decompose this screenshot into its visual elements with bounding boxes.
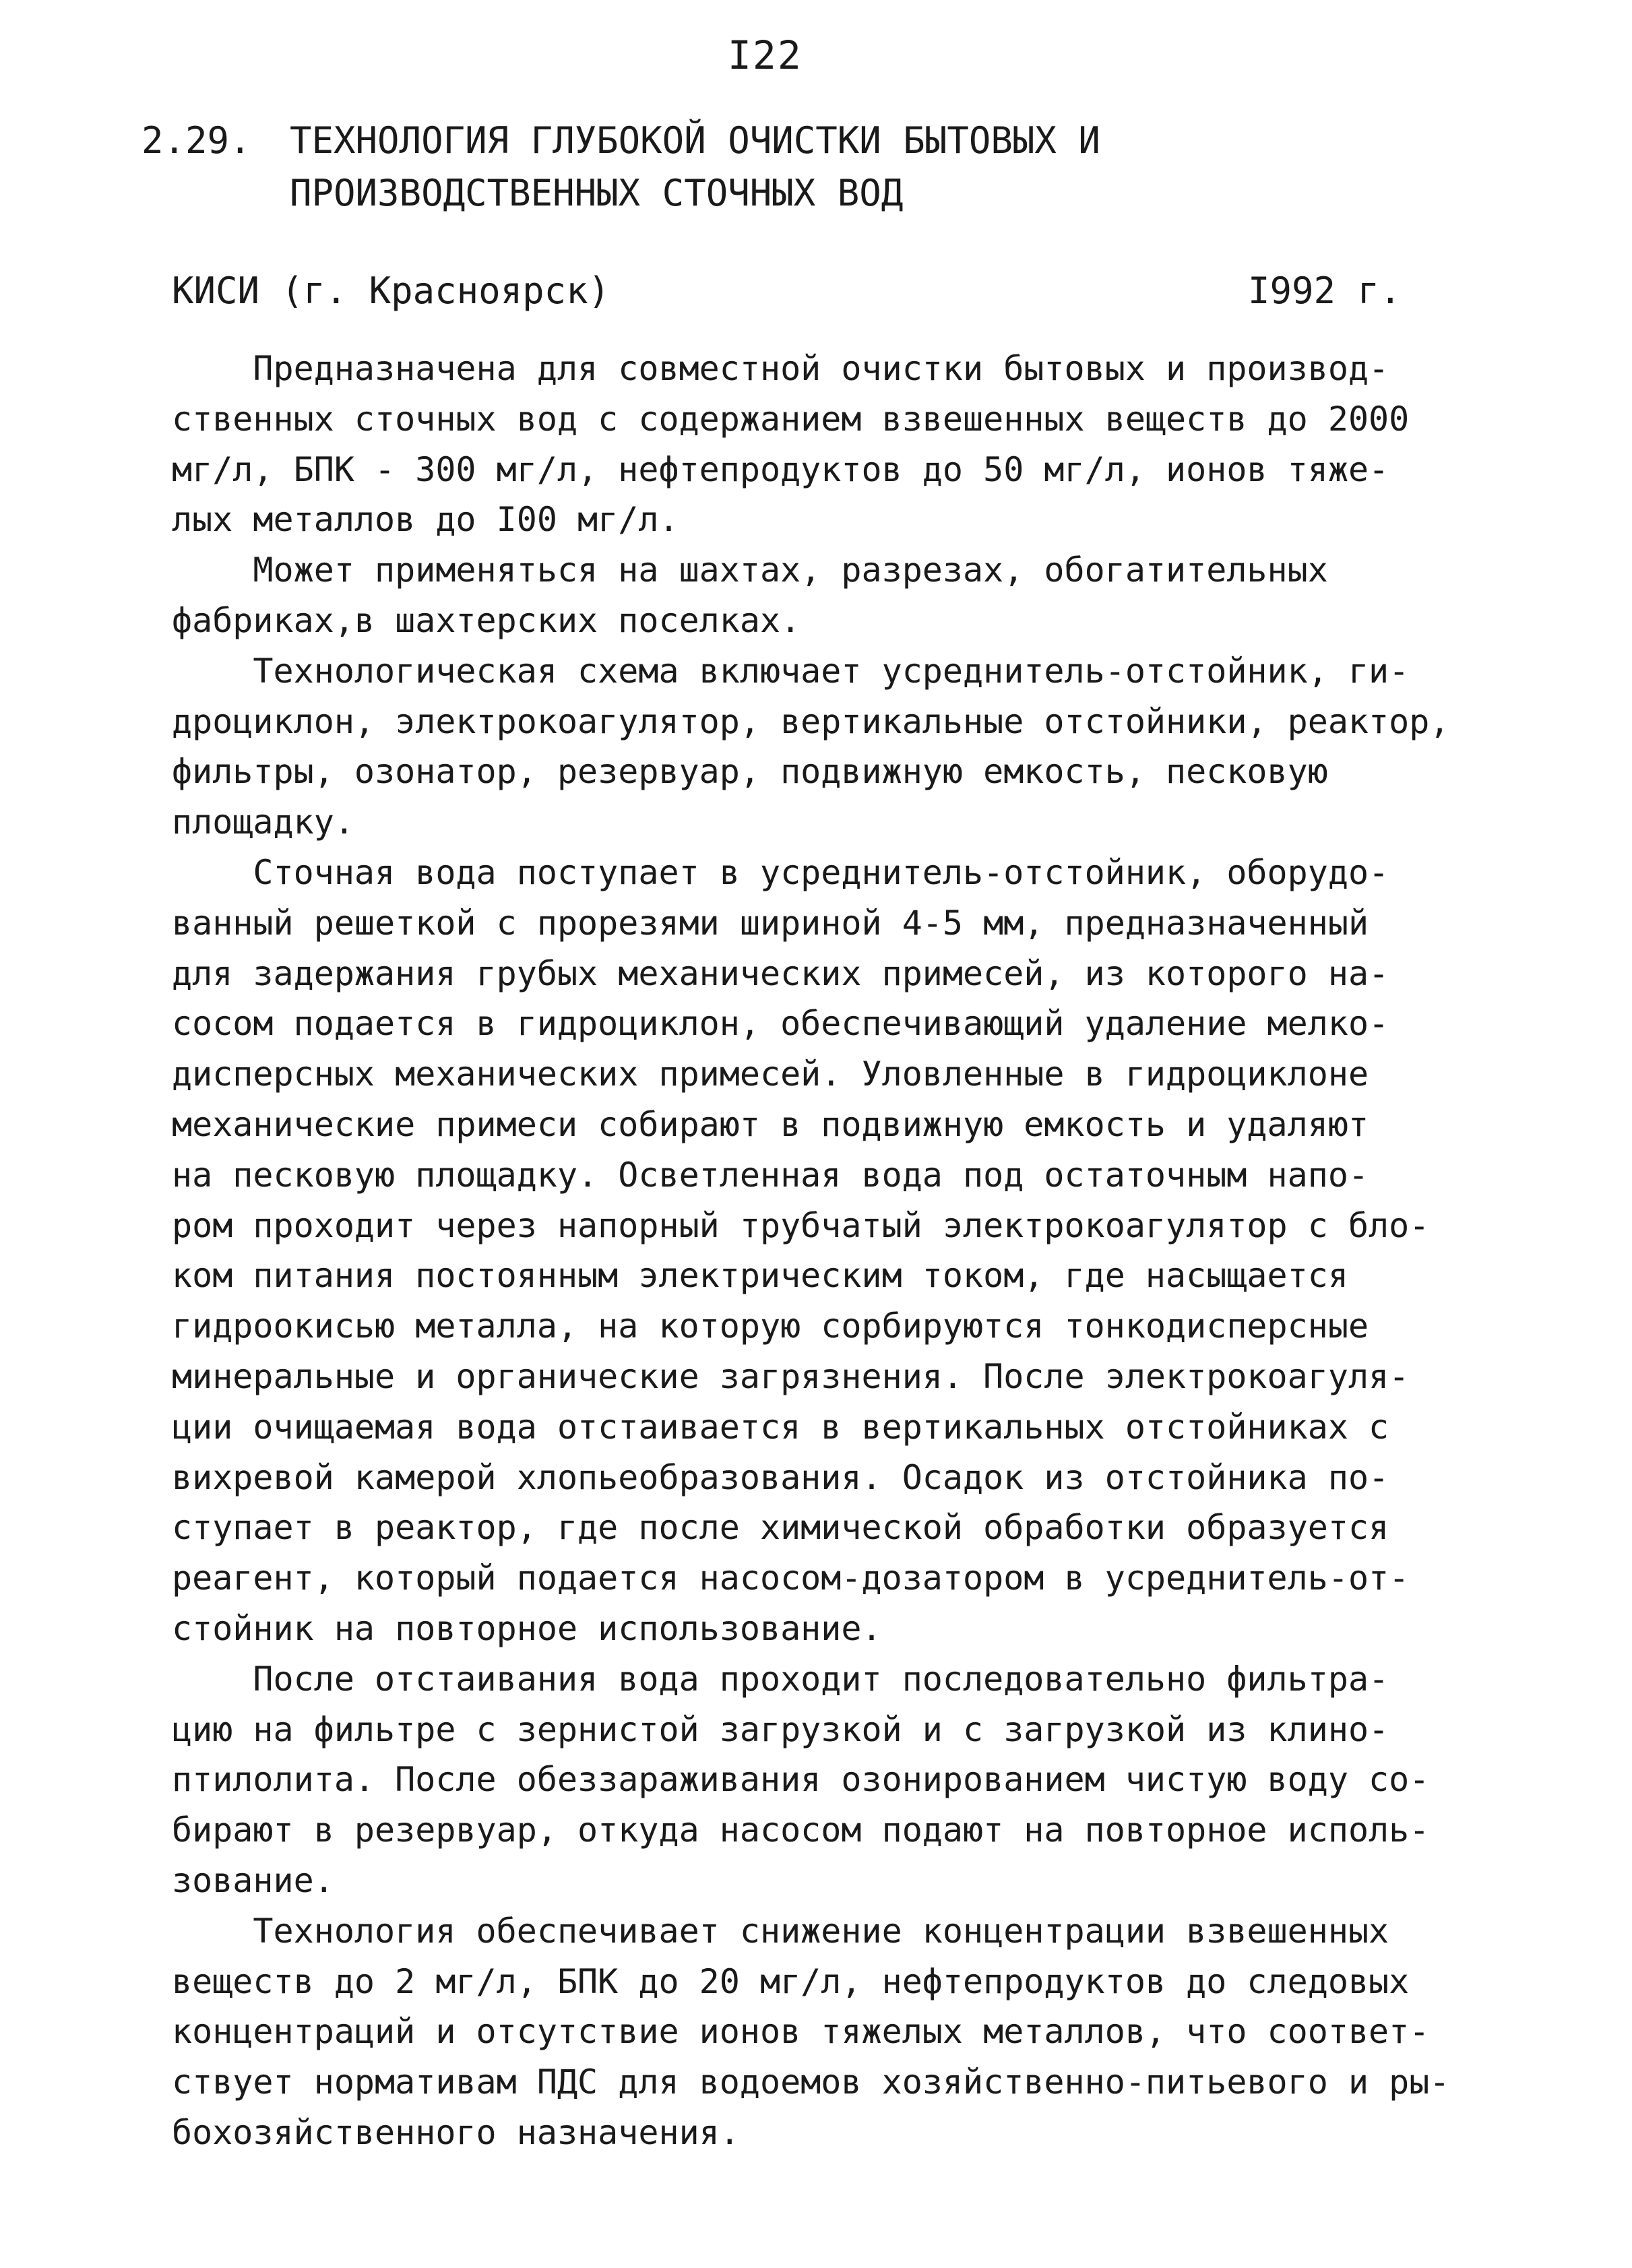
text-line: Сточная вода поступает в усреднитель-отстойник, оборудо- [172,852,1389,892]
text-line: ром проходит через напорный трубчатый электрокоагулятор с бло- [172,1205,1430,1245]
page-number: I22 [728,32,803,78]
text-line: зование. [172,1860,334,1900]
text-line: ствует нормативам ПДС для водоемов хозяйственно-питьевого и ры- [172,2062,1450,2102]
organization: КИСИ (г. Красноярск) [172,270,610,312]
text-line: Может применяться на шахтах, разрезах, обогатительных [172,550,1328,590]
section-title [290,115,1300,220]
text-line: Технология обеспечивает снижение концентрации взвешенных [172,1911,1389,1951]
text-line: дисперсных механических примесей. Уловленные в гидроциклоне [172,1054,1369,1094]
text-line: сосом подается в гидроциклон, обеспечивающий удаление мелко- [172,1004,1389,1044]
section-title-line: ТЕХНОЛОГИЯ ГЛУБОКОЙ ОЧИСТКИ БЫТОВЫХ И [290,119,1100,162]
text-line: гидроокисью металла, на которую сорбируются тонкодисперсные [172,1306,1369,1346]
text-line: После отстаивания вода проходит последовательно фильтра- [172,1659,1389,1699]
text-line: Технологическая схема включает усреднитель-отстойник, ги- [172,651,1410,691]
text-line: фабриках,в шахтерских поселках. [172,600,801,640]
text-line: бохозяйственного назначения. [172,2112,740,2152]
text-line: бирают в резервуар, откуда насосом подают на повторное исполь- [172,1810,1430,1850]
text-line: концентраций и отсутствие ионов тяжелых металлов, что соответ- [172,2012,1430,2052]
text-line: ступает в реактор, где после химической обработки образуется [172,1508,1389,1548]
text-line: площадку. [172,802,354,842]
text-line: минеральные и органические загрязнения. После электрокоагуля- [172,1356,1410,1396]
section-title-line: ПРОИЗВОДСТВЕННЫХ СТОЧНЫХ ВОД [290,172,904,214]
section-number: 2.29. [142,119,251,162]
text-line: реагент, который подается насосом-дозатором в усреднитель-от- [172,1558,1410,1598]
text-line: веществ до 2 мг/л, БПК до 20 мг/л, нефтепродуктов до следовых [172,1961,1410,2001]
text-line: ственных сточных вод с содержанием взвешенных веществ до 2000 [172,399,1410,439]
text-line: дроциклон, электрокоагулятор, вертикальные отстойники, реактор, [172,701,1450,741]
text-line: вихревой камерой хлопьеобразования. Осадок из отстойника по- [172,1457,1389,1497]
text-line: птилолита. После обеззараживания озонированием чистую воду со- [172,1760,1430,1800]
text-line: цию на фильтре с зернистой загрузкой и с загрузкой из клино- [172,1709,1389,1749]
body-text [172,344,1519,2158]
year: I992 г. [1248,270,1402,312]
text-line: ком питания постоянным электрическим током, где насыщается [172,1256,1348,1296]
text-line: стойник на повторное использование. [172,1608,882,1648]
text-line: лых металлов до I00 мг/л. [172,500,679,540]
text-line: на песковую площадку. Осветленная вода под остаточным напо- [172,1155,1369,1195]
text-line: ванный решеткой с прорезями шириной 4-5 мм, предназначенный [172,903,1369,943]
text-line: Предназначена для совместной очистки бытовых и производ- [172,349,1389,388]
text-line: мг/л, БПК - 300 мг/л, нефтепродуктов до 50 мг/л, ионов тяже- [172,449,1389,489]
text-line: для задержания грубых механических примесей, из которого на- [172,953,1389,993]
text-line: ции очищаемая вода отстаивается в вертикальных отстойниках с [172,1407,1389,1447]
text-line: механические примеси собирают в подвижную емкость и удаляют [172,1104,1369,1144]
text-line: фильтры, озонатор, резервуар, подвижную емкость, песковую [172,752,1328,792]
